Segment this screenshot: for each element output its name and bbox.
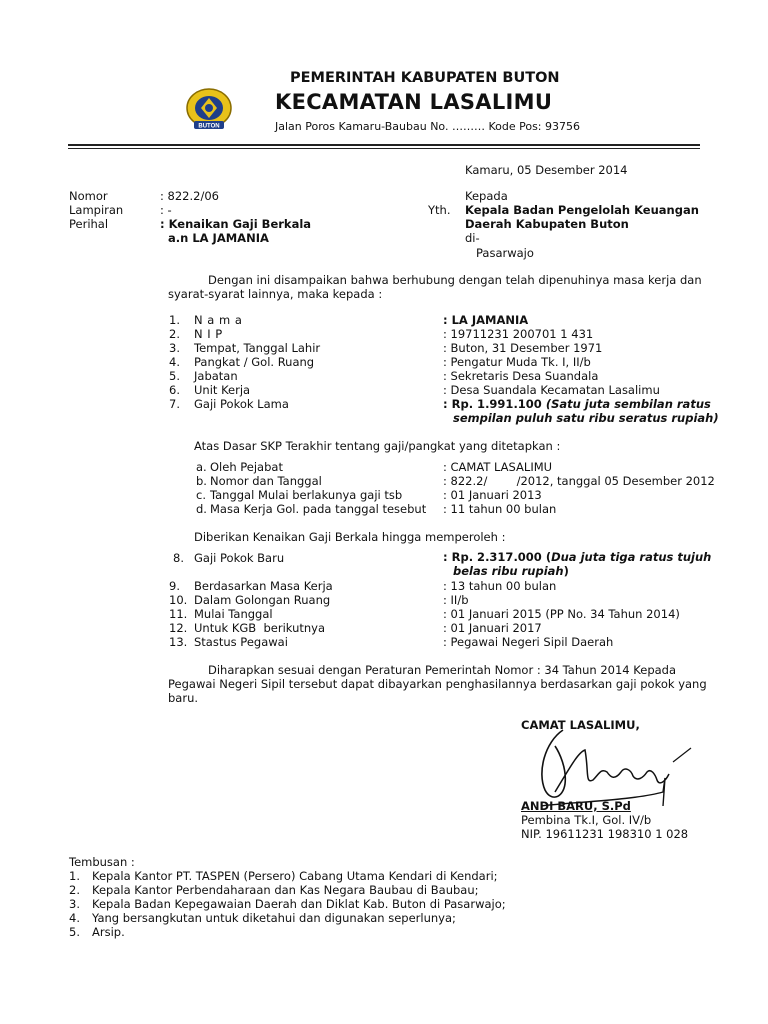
nomor-label: Nomor	[69, 189, 108, 203]
list-item-number: 12.	[169, 621, 188, 635]
list-item-value: : 11 tahun 00 bulan	[443, 502, 557, 516]
list-item-label: Mulai Tanggal	[194, 607, 273, 621]
list-item-label: Jabatan	[194, 369, 238, 383]
list-item: Kepala Badan Kepegawaian Daerah dan Diklat Kab. Buton di Pasarwajo;	[92, 897, 506, 911]
list-item-label: Pangkat / Gol. Ruang	[194, 355, 315, 369]
list-item-value: : II/b	[443, 593, 469, 607]
list-item-number: 11.	[169, 607, 188, 621]
yth-label: Yth.	[428, 203, 451, 217]
list-item-number: 8.	[173, 551, 184, 565]
closing-line-3: baru.	[168, 691, 199, 705]
list-item-number: 1.	[69, 869, 80, 883]
intro-line-2: syarat-syarat lainnya, maka kepada :	[168, 287, 383, 301]
list-item-number: 1.	[169, 313, 180, 327]
list-item-value: : LA JAMANIA	[443, 313, 529, 327]
new-salary-words-2: belas ribu rupiah	[453, 564, 564, 578]
list-item-number: 3.	[169, 341, 180, 355]
list-item-value: : Pegawai Negeri Sipil Daerah	[443, 635, 614, 649]
district-name: KECAMATAN LASALIMU	[275, 90, 553, 114]
old-salary-amount: : Rp. 1.991.100	[443, 397, 542, 411]
letter-date: Kamaru, 05 Desember 2014	[465, 163, 628, 177]
list-item-number: 7.	[169, 397, 180, 411]
old-salary-words-2: sempilan puluh satu ribu seratus rupiah)	[453, 411, 719, 425]
list-item-label: Stastus Pegawai	[194, 635, 288, 649]
list-item-value: : 01 Januari 2015 (PP No. 34 Tahun 2014)	[443, 607, 680, 621]
list-item-number: 3.	[69, 897, 80, 911]
list-item-number: 10.	[169, 593, 188, 607]
list-item-number: d.	[196, 502, 207, 516]
lampiran-value: : -	[160, 203, 172, 217]
list-item-label: Gaji Pokok Lama	[194, 397, 289, 411]
list-item-label: Untuk KGB berikutnya	[194, 621, 326, 635]
list-item-value: : 01 Januari 2013	[443, 488, 542, 502]
signatory-title: CAMAT LASALIMU,	[521, 718, 640, 732]
list-item-value: : Buton, 31 Desember 1971	[443, 341, 603, 355]
list-item-value: : 01 Januari 2017	[443, 621, 542, 635]
list-item: Kepala Kantor Perbendaharaan dan Kas Negara Baubau di Baubau;	[92, 883, 479, 897]
list-item-label: Berdasarkan Masa Kerja	[194, 579, 333, 593]
kgb-intro: Diberikan Kenaikan Gaji Berkala hingga memperoleh :	[194, 530, 506, 544]
list-item-value: : Sekretaris Desa Suandala	[443, 369, 599, 383]
lampiran-label: Lampiran	[69, 203, 124, 217]
list-item: Yang bersangkutan untuk diketahui dan digunakan seperlunya;	[92, 911, 456, 925]
recipient-name-2: Daerah Kabupaten Buton	[465, 217, 629, 231]
list-item-value: : 19711231 200701 1 431	[443, 327, 594, 341]
perihal-value-2: a.n LA JAMANIA	[168, 231, 269, 245]
perihal-value: : Kenaikan Gaji Berkala	[160, 217, 312, 231]
nomor-value: : 822.2/06	[160, 189, 219, 203]
new-salary-words: Dua juta tiga ratus tujuh	[551, 550, 712, 564]
list-item-number: 2.	[69, 883, 80, 897]
list-item-value: : CAMAT LASALIMU	[443, 460, 553, 474]
intro-line-1: Dengan ini disampaikan bahwa berhubung dengan telah dipenuhinya masa kerja dan	[208, 273, 702, 287]
list-item-value: : 822.2/ /2012, tanggal 05 Desember 2012	[443, 474, 715, 488]
list-item-number: a.	[196, 460, 207, 474]
office-address: Jalan Poros Kamaru-Baubau No. ……… Kode Pos: 93756	[275, 120, 580, 133]
list-item-number: 2.	[169, 327, 180, 341]
list-item-label: Nomor dan Tanggal	[210, 474, 322, 488]
list-item-label: Gaji Pokok Baru	[194, 551, 285, 565]
signatory-nip: NIP. 19611231 198310 1 028	[521, 827, 689, 841]
new-salary-amount: : Rp. 2.317.000 (	[443, 550, 552, 564]
regency-logo	[180, 84, 238, 134]
list-item-label: Unit Kerja	[194, 383, 251, 397]
government-name: PEMERINTAH KABUPATEN BUTON	[290, 70, 560, 86]
recipient-di: di-	[465, 231, 480, 245]
old-salary-words: (Satu juta sembilan ratus	[541, 397, 711, 411]
list-item-number: 13.	[169, 635, 188, 649]
list-item-number: 4.	[69, 911, 80, 925]
list-item-number: 4.	[169, 355, 180, 369]
old-salary-value	[443, 397, 711, 411]
svg-text:BUTON: BUTON	[198, 123, 220, 130]
list-item-value: : 13 tahun 00 bulan	[443, 579, 557, 593]
list-item-number: 5.	[169, 369, 180, 383]
list-item: Kepala Kantor PT. TASPEN (Persero) Cabang Utama Kendari di Kendari;	[92, 869, 498, 883]
list-item-number: b.	[196, 474, 207, 488]
signatory-name: ANDI BARU, S.Pd	[521, 799, 631, 813]
skp-intro: Atas Dasar SKP Terakhir tentang gaji/pangkat yang ditetapkan :	[194, 439, 561, 453]
list-item-number: 6.	[169, 383, 180, 397]
list-item-label: Dalam Golongan Ruang	[194, 593, 331, 607]
kepada-label: Kepada	[465, 189, 508, 203]
list-item-value: : Desa Suandala Kecamatan Lasalimu	[443, 383, 660, 397]
new-salary-close: )	[563, 564, 569, 578]
closing-line-1: Diharapkan sesuai dengan Peraturan Pemerintah Nomor : 34 Tahun 2014 Kepada	[208, 663, 677, 677]
list-item-label: Tempat, Tanggal Lahir	[194, 341, 321, 355]
list-item-number: 5.	[69, 925, 80, 939]
list-item-label: Tanggal Mulai berlakunya gaji tsb	[210, 488, 403, 502]
list-item-value: : Pengatur Muda Tk. I, II/b	[443, 355, 591, 369]
recipient-name-1: Kepala Badan Pengelolah Keuangan	[465, 203, 699, 217]
list-item-number: 9.	[169, 579, 180, 593]
new-salary-value	[443, 550, 711, 564]
recipient-place: Pasarwajo	[476, 246, 534, 260]
list-item-label: N I P	[194, 327, 223, 341]
cc-title: Tembusan :	[69, 855, 135, 869]
signatory-rank: Pembina Tk.I, Gol. IV/b	[521, 813, 652, 827]
list-item-label: Oleh Pejabat	[210, 460, 283, 474]
header-rule-thin	[68, 148, 700, 149]
list-item-label: Masa Kerja Gol. pada tanggal tesebut	[210, 502, 427, 516]
closing-line-2: Pegawai Negeri Sipil tersebut dapat dibayarkan penghasilannya berdasarkan gaji pokok yang	[168, 677, 707, 691]
new-salary-words-line2	[453, 564, 569, 578]
list-item-number: c.	[196, 488, 206, 502]
perihal-label: Perihal	[69, 217, 109, 231]
list-item: Arsip.	[92, 925, 125, 939]
list-item-label: N a m a	[194, 313, 243, 327]
header-rule-thick	[68, 144, 700, 146]
